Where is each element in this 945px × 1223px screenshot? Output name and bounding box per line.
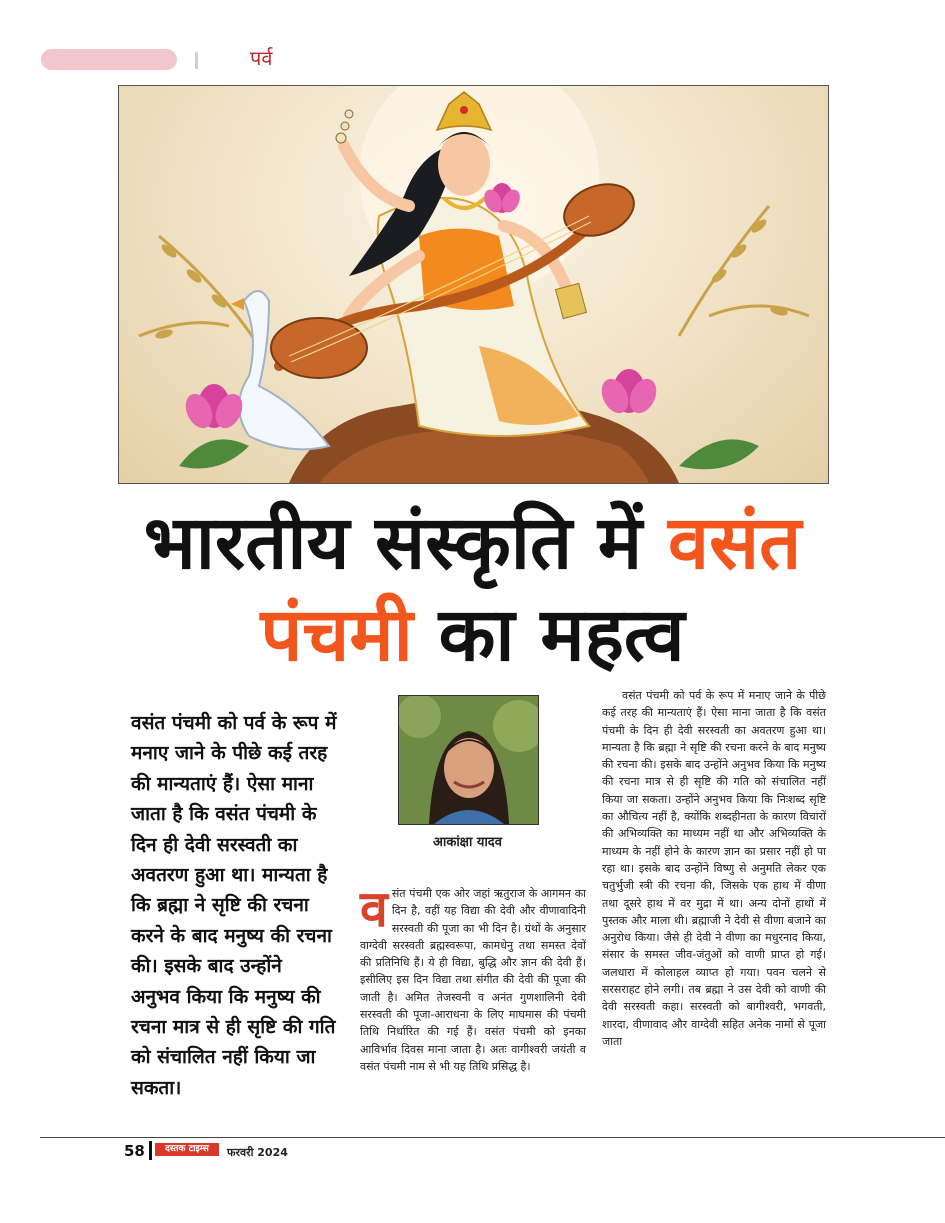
author-photo xyxy=(398,695,539,825)
footer-separator xyxy=(149,1141,152,1160)
drop-cap: व xyxy=(360,880,388,938)
body-text-middle: संत पंचमी एक ओर जहां ऋतुराज के आगमन का दिन है, वहीं यह विद्या की देवी और वीणावादिनी सरस्वती की पूजा का भी दिन है। ग्रंथों के अनुसार वाग्देवी सरस्वती ब्रह्मस्वरूपा, कामधेनु तथा समस्त देवों की प्रतिनिधि हैं। ये ही विद्या, बुद्धि और ज्ञान की देवी हैं। इसीलिए इस दिन विद्या तथा संगीत की देवी की पूजा की जाती है। अमित तेजस्वनी व अनंत गुणशालिनी देवी सरस्वती की पूजा-आराधना के लिए माघमास की पंचमी तिथि निर्धारित की गई हैं। वसंत पंचमी को इनका आविर्भाव दिवस माना जाता है। अतः वागीश्वरी जयंती व वसंत पंचमी नाम से भी यह तिथि प्रसिद्ध है। xyxy=(360,887,586,1073)
article-headline xyxy=(60,497,885,681)
headline-accent-2: पंचमी xyxy=(260,592,413,678)
headline-plain-2: का महत्व xyxy=(438,592,685,678)
issue-date: फरवरी 2024 xyxy=(227,1146,288,1159)
body-column-right: वसंत पंचमी को पर्व के रूप में मनाए जाने के पीछे कई तरह की मान्यताएं हैं। ऐसा माना जाता है कि वसंत पंचमी के दिन ही देवी सरस्वती का अवतरण हुआ था। मान्यता है कि ब्रह्मा ने सृष्टि की रचना करने के बाद मनुष्य की रचना की। इसके बाद उन्होंने अनुभव किया कि मनुष्य की रचना मात्र से ही सृष्टि की गति को संचालित नहीं किया जा सकता। उन्होंने अनुभव किया कि निःशब्द सृष्टि का औचित्य नहीं है, क्योंकि शब्दहीनता के कारण विचारों की अभिव्यक्ति का माध्यम नहीं था और अभिव्यक्ति के माध्यम के नहीं होने के कारण ज्ञान का प्रसार नहीं हो पा रहा था। इसके बाद उन्होंने विष्णु से अनुमति लेकर एक चतुर्भुजी स्त्री की रचना की, जिसके एक हाथ में वीणा तथा दूसरे हाथ में वर मुद्रा में था। अन्य दोनों हाथों में पुस्तक और माला थी। ब्रह्माजी ने देवी से वीणा बजाने का अनुरोध किया। जैसे ही देवी ने वीणा का मधुरनाद किया, संसार के समस्त जीव-जंतुओं को वाणी प्राप्त हो गई। जलधारा में कोलाहल व्याप्त हो गया। पवन चलने से सरसराहट होने लगी। तब ब्रह्मा ने उस देवी को वाणी की देवी सरस्वती कहा। सरस्वती को बागीश्वरी, भगवती, शारदा, वीणावाद और वाग्देवी सहित अनेक नामों से पूजा जाता xyxy=(602,689,826,1048)
body-column-middle xyxy=(360,880,586,1075)
lotus-left xyxy=(181,384,248,432)
footer-rule xyxy=(40,1137,945,1138)
hero-illustration xyxy=(118,85,829,484)
headline-accent-1: वसंत xyxy=(667,500,802,586)
headline-line-1 xyxy=(60,497,885,589)
pull-quote: वसंत पंचमी को पर्व के रूप में मनाए जाने के पीछे कई तरह की मान्यताएं हैं। ऐसा माना जाता है कि वसंत पंचमी के दिन ही देवी सरस्वती का अवतरण हुआ था। मान्यता है कि ब्रह्मा ने सृष्टि की रचना करने के बाद मनुष्य की रचना की। इसके बाद उन्होंने अनुभव किया कि मनुष्य की रचना मात्र से ही सृष्टि की गति को संचालित नहीं किया जा सकता। xyxy=(131,712,337,1099)
page-number: 58 xyxy=(124,1142,145,1160)
author-name: आकांक्षा यादव xyxy=(433,835,502,850)
section-label: पर्व xyxy=(250,46,273,70)
headline-plain-1: भारतीय संस्कृति में xyxy=(143,500,643,586)
header-separator xyxy=(195,52,198,69)
header-tag-pill xyxy=(41,49,177,70)
saraswati-illustration xyxy=(119,86,828,483)
author-portrait xyxy=(399,696,538,824)
magazine-logo: दस्तक टाइम्स xyxy=(155,1143,219,1156)
headline-line-2 xyxy=(60,589,885,681)
